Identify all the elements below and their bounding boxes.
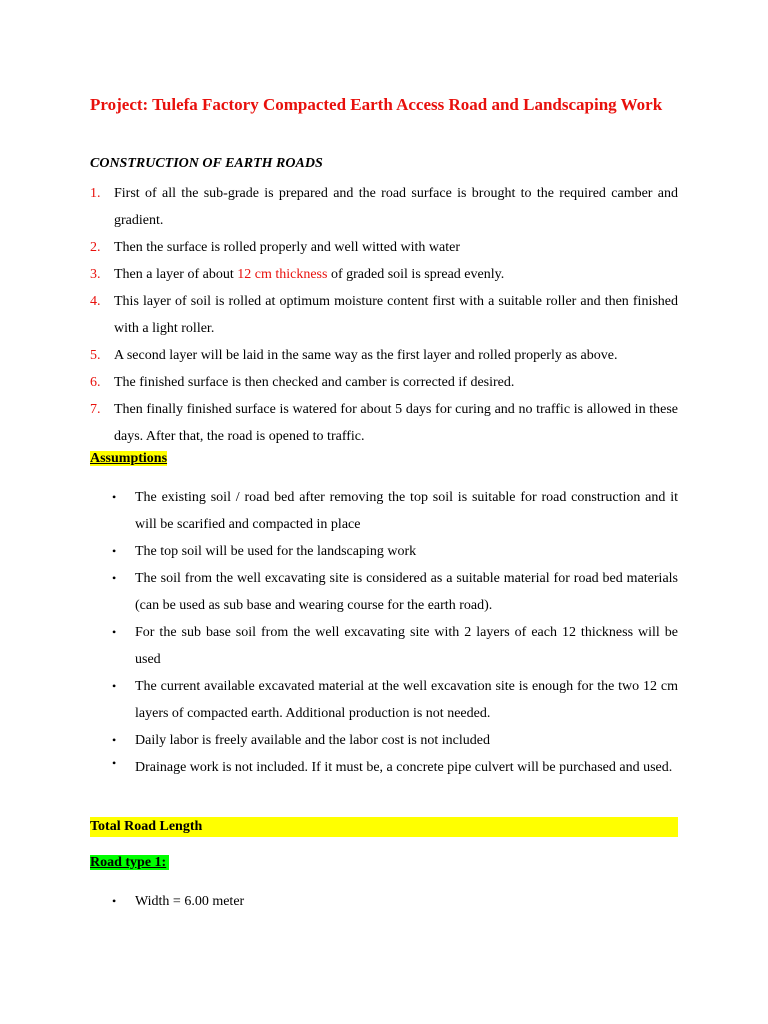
- bullet-icon: •: [112, 894, 117, 908]
- list-item: [90, 396, 678, 450]
- assumption-text: For the sub base soil from the well excavating site with 2 layers of each 12 thickness will be used: [135, 625, 678, 667]
- list-item: [90, 619, 678, 673]
- section-subtitle: CONSTRUCTION OF EARTH ROADS: [90, 156, 323, 171]
- step-text: This layer of soil is rolled at optimum moisture content first with a suitable roller and then finished with a light roller.: [114, 294, 678, 336]
- road-type-list: [90, 888, 678, 915]
- bullet-icon: •: [112, 544, 117, 558]
- step-text-highlight: 12 cm thickness: [237, 267, 328, 282]
- road-type-heading: [90, 852, 169, 874]
- list-item: [90, 538, 678, 565]
- assumptions-heading: [90, 448, 167, 470]
- bullet-icon: •: [112, 756, 117, 770]
- step-text: First of all the sub-grade is prepared and the road surface is brought to the required camber and gradient.: [114, 186, 678, 228]
- assumption-text: Drainage work is not included. If it must be, a concrete pipe culvert will be purchased and used.: [135, 760, 673, 775]
- list-item: [90, 180, 678, 234]
- list-item: [90, 565, 678, 619]
- step-number: 1.: [90, 186, 101, 201]
- list-item: [90, 234, 678, 261]
- list-item: [90, 342, 678, 369]
- bullet-icon: •: [112, 571, 117, 585]
- bullet-icon: •: [112, 625, 117, 639]
- bullet-icon: •: [112, 490, 117, 504]
- total-road-length-heading: Total Road Length: [90, 817, 678, 837]
- step-text: A second layer will be laid in the same way as the first layer and rolled properly as above.: [114, 348, 618, 363]
- bullet-icon: •: [112, 733, 117, 747]
- step-text: Then the surface is rolled properly and well witted with water: [114, 240, 460, 255]
- assumption-text: The current available excavated material at the well excavation site is enough for the two 12 cm layers of compacted earth. Additional production is not needed.: [135, 679, 678, 721]
- list-item: [90, 754, 678, 781]
- list-item: [90, 727, 678, 754]
- step-text: The finished surface is then checked and camber is corrected if desired.: [114, 375, 515, 390]
- project-title: Project: Tulefa Factory Compacted Earth Access Road and Landscaping Work: [90, 95, 663, 114]
- list-item: [90, 888, 678, 915]
- assumption-text: The soil from the well excavating site is considered as a suitable material for road bed materials (can be used as sub base and wearing course for the earth road).: [135, 571, 678, 613]
- bullet-icon: •: [112, 679, 117, 693]
- road-type-heading-text: Road type 1:: [90, 855, 169, 870]
- construction-steps-list: [90, 180, 678, 450]
- step-number: 7.: [90, 402, 101, 417]
- step-number: 5.: [90, 348, 101, 363]
- assumptions-list: [90, 484, 678, 781]
- assumptions-heading-text: Assumptions: [90, 451, 168, 466]
- step-number: 6.: [90, 375, 101, 390]
- step-number: 2.: [90, 240, 101, 255]
- assumption-text: The existing soil / road bed after removing the top soil is suitable for road construction and it will be scarified and compacted in place: [135, 490, 678, 532]
- step-text: Then finally finished surface is watered for about 5 days for curing and no traffic is allowed in these days. After that, the road is opened to traffic.: [114, 402, 678, 444]
- list-item: [90, 484, 678, 538]
- road-width-text: Width = 6.00 meter: [135, 894, 245, 909]
- assumption-text: Daily labor is freely available and the labor cost is not included: [135, 733, 490, 748]
- list-item: [90, 673, 678, 727]
- assumption-text: The top soil will be used for the landscaping work: [135, 544, 417, 559]
- list-item: [90, 261, 678, 288]
- step-text-post: of graded soil is spread evenly.: [327, 267, 505, 282]
- list-item: [90, 288, 678, 342]
- step-text-pre: Then a layer of about: [114, 267, 238, 282]
- step-number: 4.: [90, 294, 101, 309]
- list-item: [90, 369, 678, 396]
- step-number: 3.: [90, 267, 101, 282]
